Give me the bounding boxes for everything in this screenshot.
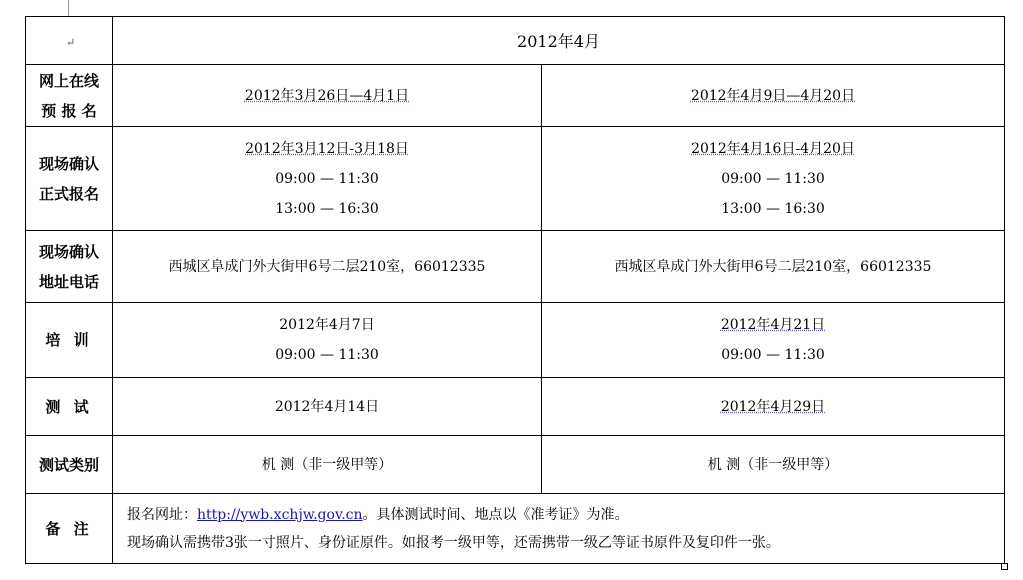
remarks-cell [113, 494, 1005, 564]
table-row [26, 494, 1005, 564]
cell-test-category-2: 机 测（非一级甲等） [542, 436, 1005, 494]
cell-online-preregistration-1: 2012年3月26日—4月1日 [113, 65, 542, 127]
row-label-test-category: 测试类别 [26, 436, 113, 494]
cell-test-2: 2012年4月29日 [542, 378, 1005, 436]
row-label-training: 培 训 [26, 303, 113, 378]
cell-training-2: 2012年4月21日 09:00 — 11:30 [542, 303, 1005, 378]
table-row [26, 127, 1005, 231]
table-resize-handle[interactable] [1001, 563, 1008, 570]
cell-test-category-1: 机 测（非一级甲等） [113, 436, 542, 494]
cell-training-1: 2012年4月7日 09:00 — 11:30 [113, 303, 542, 378]
cell-address-phone-2: 西城区阜成门外大街甲6号二层210室，66012335 [542, 231, 1005, 303]
cell-onsite-confirmation-1: 2012年3月12日-3月18日 09:00 — 11:30 13:00 — 16:30 [113, 127, 542, 231]
cell-test-1: 2012年4月14日 [113, 378, 542, 436]
schedule-table [25, 16, 1005, 564]
row-label-address-phone: 现场确认 地址电话 [26, 231, 113, 303]
table-row [26, 65, 1005, 127]
header-cell [113, 17, 1005, 65]
row-label-online-preregistration: 网上在线 预 报 名 [26, 65, 113, 127]
table-row [26, 303, 1005, 378]
remarks-line-2: 现场确认需携带3张一寸照片、身份证原件。如报考一级甲等，还需携带一级乙等证书原件及复印件一张。 [127, 534, 780, 551]
table-row [26, 378, 1005, 436]
header-title: 2012年4月 [517, 32, 600, 51]
cell-address-phone-1: 西城区阜成门外大街甲6号二层210室，66012335 [113, 231, 542, 303]
row-label-remarks: 备 注 [26, 494, 113, 564]
registration-url-link[interactable]: http://ywb.xchjw.gov.cn [197, 506, 363, 523]
table-row [26, 436, 1005, 494]
cell-onsite-confirmation-2: 2012年4月16日-4月20日 09:00 — 11:30 13:00 — 16:30 [542, 127, 1005, 231]
corner-cell: ↵ [26, 17, 113, 65]
page-margin-mark-vertical [68, 0, 69, 17]
header-row [26, 17, 1005, 65]
row-label-test: 测 试 [26, 378, 113, 436]
row-label-onsite-confirmation: 现场确认 正式报名 [26, 127, 113, 231]
remarks-line-1: 报名网址：http://ywb.xchjw.gov.cn。具体测试时间、地点以《准考证》为准。 [127, 506, 629, 523]
cell-online-preregistration-2: 2012年4月9日—4月20日 [542, 65, 1005, 127]
table-row [26, 231, 1005, 303]
